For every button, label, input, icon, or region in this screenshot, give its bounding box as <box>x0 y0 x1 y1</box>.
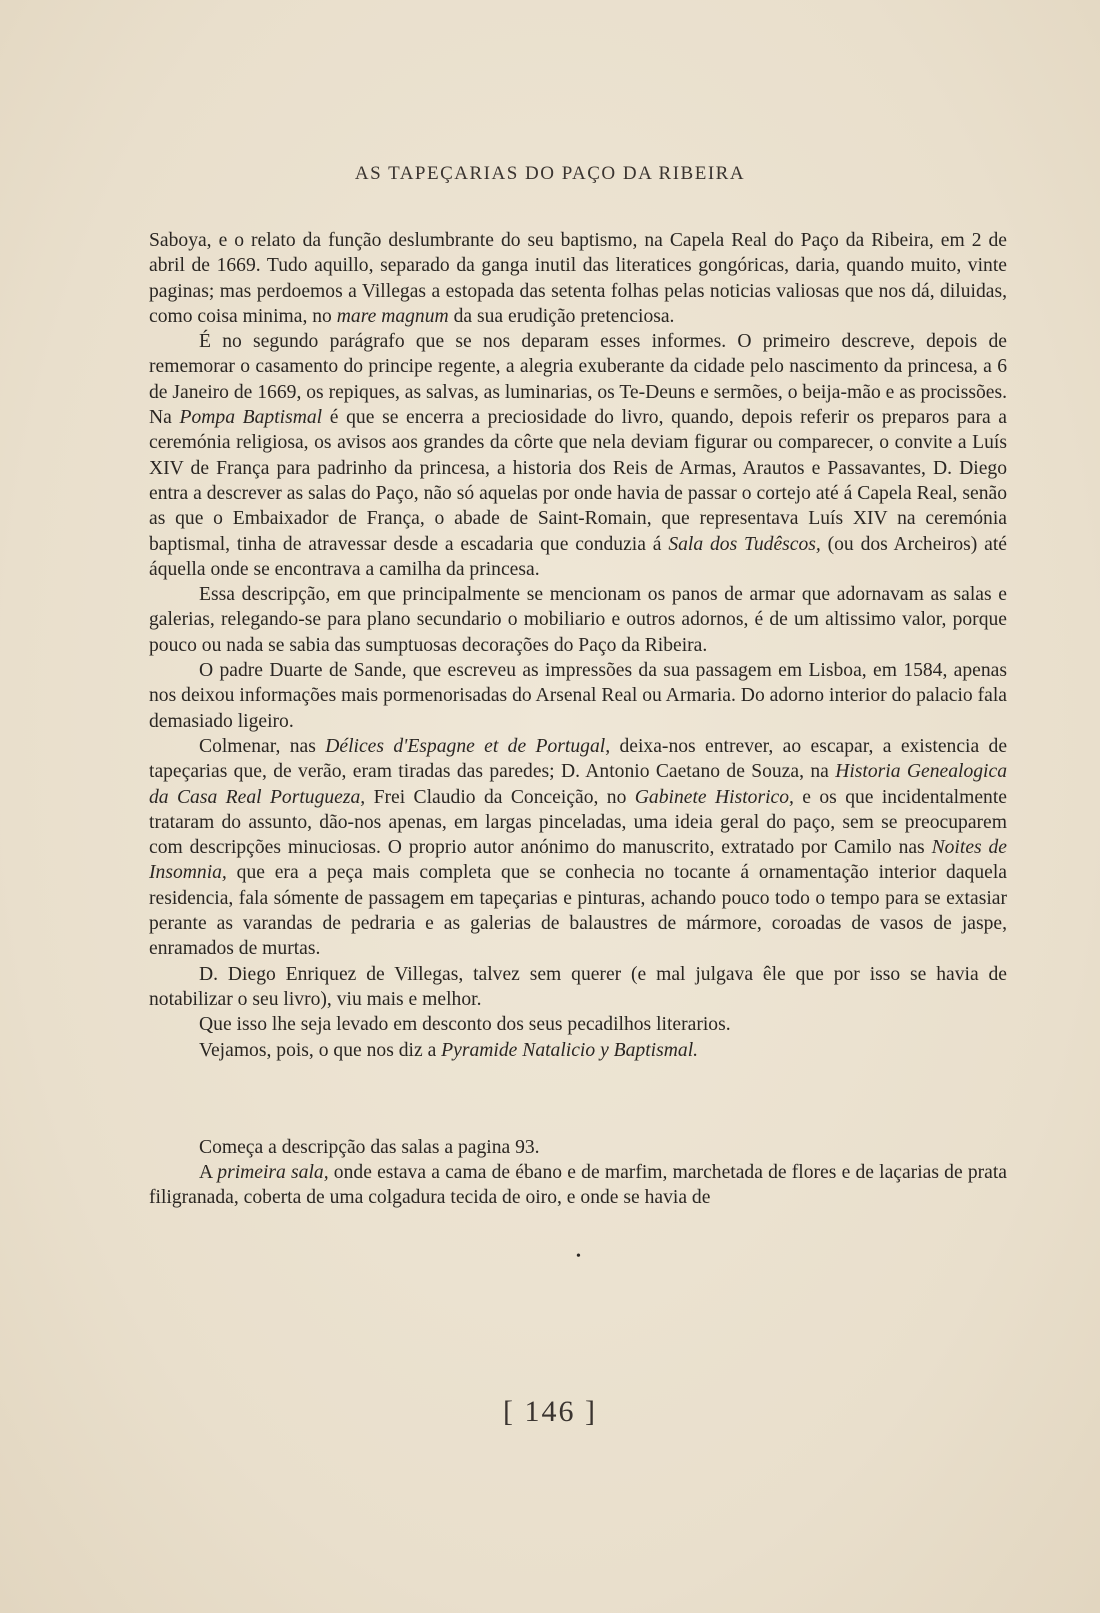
text-run: Começa a descripção das salas a pagina 93. <box>199 1136 540 1158</box>
italic-title: Pompa Baptismal <box>179 407 323 429</box>
text-run: que era a peça mais completa que se conhecia no tocante á ornamentação interior daquela residencia, fala sómente de passagem em tapeçarias e pinturas, achando pouco todo o tempo para se extasiar perante as varandas de pedraria e as galerias de balaustres de mármore, coroadas de vasos de jaspe, enramados de murtas. <box>149 862 1007 960</box>
paragraph <box>149 962 1007 1013</box>
text-run: Saboya, e o relato da função deslumbrante do seu baptismo, na Capela Real do Paço da Ribeira, em 2 de abril de 1669. Tudo aquillo, separado da ganga inutil das literatices gongóricas, daria, quando muito, vinte paginas; mas perdoemos a Villegas a estopada das setenta folhas pelas noticias valiosas que nos dá, diluidas, como coisa minima, no <box>149 230 1007 327</box>
paragraph <box>149 228 1007 329</box>
italic-title: Gabinete Historico, <box>634 786 794 808</box>
paragraph <box>149 329 1007 582</box>
text-run: da sua erudição pretenciosa. <box>448 305 675 327</box>
paragraph <box>149 1012 1007 1037</box>
italic-title: Noites de Insomnia, <box>149 837 1008 884</box>
page-number: [ 146 ] <box>503 1395 597 1428</box>
text-run: deixa-nos entrever, ao escapar, a existencia de tapeçarias que, de verão, eram tiradas das paredes; D. Antonio Caetano de Souza, na <box>149 735 1008 783</box>
paragraph <box>149 1038 1007 1063</box>
text-run: Colmenar, nas <box>199 735 326 757</box>
italic-title: Délices d'Espagne et de Portugal, <box>325 735 611 757</box>
italic-title: mare magnum <box>336 305 449 327</box>
text-run: (ou dos Archeiros) até áquella onde se encontrava a camilha da princesa. <box>149 533 1007 580</box>
italic-title: primeira sala, <box>217 1162 329 1184</box>
section-separator: • <box>576 1249 581 1264</box>
paragraph <box>149 1135 1007 1160</box>
italic-title: Sala dos Tudêscos, <box>668 533 821 555</box>
text-run: A <box>199 1162 218 1184</box>
paragraph <box>149 1160 1007 1211</box>
text-run: Frei Claudio da Conceição, no <box>365 786 635 808</box>
text-run: É no segundo parágrafo que se nos deparam esses informes. O primeiro descreve, depois de rememorar o casamento do principe regente, a alegria exuberante da cidade pelo nascimento da princesa, a 6 de Janeiro de 1669, os repiques, as salvas, as luminarias, os Te-Deuns e sermões, o beija-mão e as procissões. Na <box>149 331 1007 429</box>
text-run: D. Diego Enriquez de Villegas, talvez sem querer (e mal julgava êle que por isso se havia de notabilizar o seu livro), viu mais e melhor. <box>149 963 1007 1010</box>
text-run: onde estava a cama de ébano e de marfim, marchetada de flores e de laçarias de prata filigranada, coberta de uma colgadura tecida de oiro, e onde se havia de <box>149 1162 1007 1209</box>
running-title: AS TAPEÇARIAS DO PAÇO DA RIBEIRA <box>354 163 746 184</box>
text-run: Essa descripção, em que principalmente se mencionam os panos de armar que adornavam as salas e galerias, relegando-se para plano secundario o mobiliario e outros adornos, é de um altissimo valor, porque pouco ou nada se sabia das sumptuosas decorações do Paço da Ribeira. <box>149 584 1007 656</box>
text-run: Vejamos, pois, o que nos diz a <box>199 1039 442 1061</box>
paragraph <box>149 658 1007 734</box>
body-text <box>149 228 1007 1211</box>
paragraph <box>149 582 1007 658</box>
paragraph <box>149 734 1007 962</box>
text-run: e os que incidentalmente trataram do assunto, dão-nos apenas, em largas pinceladas, uma ideia geral do paço, sem se preocuparem com descripções minuciosas. O proprio autor anónimo do manuscrito, extratado por Camilo nas <box>149 786 1007 859</box>
italic-title: Pyramide Natalicio y Baptismal. <box>441 1039 699 1061</box>
italic-title: Historia Genealogica da Casa Real Portugueza, <box>149 761 1007 808</box>
text-run: é que se encerra a preciosidade do livro, quando, depois referir os preparos para a ceremónia religiosa, os avisos aos grandes da côrte que nela deviam figurar ou comparecer, o convite a Luís XIV de França para padrinho da princesa, a historia dos Reis de Armas, Arautos e Passavantes, D. Diego entra a descrever as salas do Paço, não só aquelas por onde havia de passar o cortejo até á Capela Real, senão as que o Embaixador de França, o abade de Saint-Romain, que representava Luís XIV na ceremónia baptismal, tinha de atravessar desde a escadaria que conduzia á <box>149 407 1008 555</box>
text-run: O padre Duarte de Sande, que escreveu as impressões da sua passagem em Lisboa, em 1584, apenas nos deixou informações mais pormenorisadas do Arsenal Real ou Armaria. Do adorno interior do palacio fala demasiado ligeiro. <box>149 660 1007 732</box>
text-run: Que isso lhe seja levado em desconto dos seus pecadilhos literarios. <box>199 1014 731 1036</box>
